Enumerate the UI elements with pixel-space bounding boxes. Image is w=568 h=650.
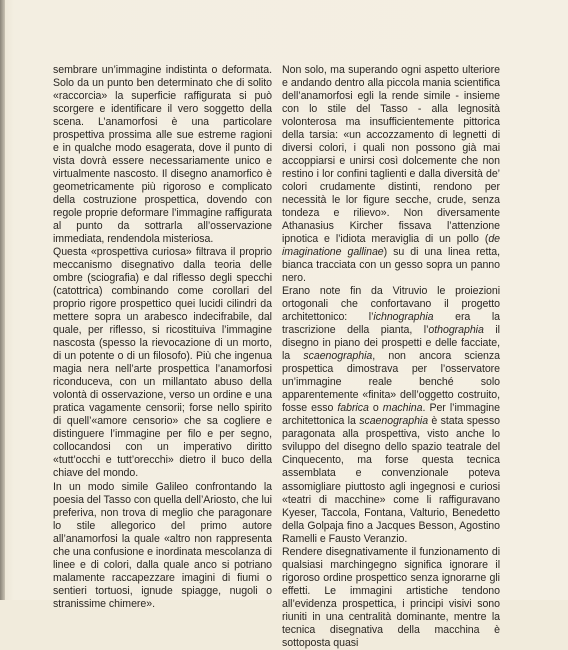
- right-text-column: [282, 64, 500, 650]
- italic-term: machina: [382, 402, 423, 415]
- paragraph-galileo-tasso: In un modo simile Galileo confrontando la poesia del Tasso con quella dell’Ariosto, che lui preferiva, non trova di meglio che paragonare lo stile allegorico del primo autore all’anamorfosi la quale «altro non rappresenta che una confusione e inordinata mescolanza di linee e di colori, dalla quale anco si potriano malamente raccapezzare imagini di fiumi o sentieri tortuosi, ignude spiagge, nugoli o stranissime chimere».: [53, 480, 272, 610]
- italic-term: fabrica: [337, 402, 369, 415]
- paragraph-prospettiva-curiosa: Questa «prospettiva curiosa» filtrava il proprio meccanismo disegnativo dalla teoria delle ombre (sciografia) e dal riflesso degli specchi (catottrica) combinando come corollari del proprio rigore prospettico quei lucidi cilindri da mettere sopra un arabesco indecifrabile, dal quale, per riflesso, si ricostituiva l’immagine nascosta (spesso la rievocazione di un morto, di un potente o di un filosofo). Più che ingenua magia nera nell’arte prospettica l’anamorfosi riconduceva, con un millantato abuso della volontà di osservazione, verso un ordine e una pratica vagamente censorii; forse nello spirito di quell’«amore censorio» che sa cogliere e distinguere l’immagine per filo e per segno, collocandosi con un imperativo diritto «tutt’occhi e tutt’orecchi» dietro il buco della chiave del mondo.: [53, 246, 272, 480]
- left-text-column: [53, 64, 272, 611]
- italic-term: de imaginatione gallinae: [282, 233, 500, 259]
- paragraph-vitruvio: Erano note fin da Vitruvio le proiezioni ortogonali che confortavano il progetto architettonico: l’ichnographia era la trascrizione della pianta, l’othographia il disegno in piano dei prospetti e delle facciate, la scaenographia, non ancora scienza prospettica dimostrava per l’osservatore un’immagine reale benché solo apparentemente «finita» dell’oggetto costruito, fosse esso fabrica o machina. Per l’immagine architettonica la scaenographia è stata spesso paragonata alla prospettiva, visto anche lo sviluppo del disegno dello spazio teatrale del Cinquecento, ma forse questa tecnica assemblata e convenzionale poteva assomigliare piuttosto agli ingegnosi e curiosi «teatri di macchine» come li raffiguravano Kyeser, Taccola, Fontana, Valturio, Benedetto della Golpaja fino a Jacques Besson, Agostino Ramelli e Fausto Veranzio.: [282, 285, 501, 545]
- italic-term: othographia: [428, 324, 484, 337]
- paragraph-marchingegno: Rendere disegnativamente il funzionamento di qualsiasi marchingegno significa ignorare il rigoroso ordine prospettico senza ignorarne gli effetti. Le immagini artistiche tendono all’evidenza prospettica, i principi visivi sono riuniti in una centralità dominante, mentre la tecnica disegnativa della macchina è sottoposta quasi: [282, 545, 500, 649]
- italic-term: scaenographia: [303, 350, 373, 363]
- italic-term: scaenographia: [359, 415, 429, 428]
- paragraph-tarsia-kircher: Non solo, ma superando ogni aspetto ulteriore e andando dentro alla piccola mania scientifica dell’anamorfosi egli la rende simile - insieme con lo stile del Tasso - alla legnosità volonterosa ma insufficientemente pittorica della tarsia: «un accozzamento di legnetti di diversi colori, i quali non possono già mai accoppiarsi e unirsi così dolcemente che non restino i lor confini taglienti e dalla diversità de’ colori crudamente distinti, rendono per necessità le lor figure secche, crude, senza tondeza e rilievo». Non diversamente Athanasius Kircher fissava l’attenzione ipnotica e l’idiota meraviglia di un pollo (de imaginatione gallinae) su di una linea retta, bianca tracciata con un gesso sopra un panno nero.: [282, 64, 500, 285]
- page-spine-shadow: [0, 0, 5, 600]
- paragraph-anamorfosi-intro: sembrare un’immagine indistinta o deformata. Solo da un punto ben determinato che di solito «raccorcia» la superficie raffigurata si può scorgere e identificare il vero soggetto della scena. L’anamorfosi è una particolare prospettiva prossima alle sue estreme ragioni e in qualche modo esagerata, dove il punto di vista dovrà essere necessariamente unico e virtualmente nascosto. Il disegno anamorfico è geometricamente più rigoroso e complicato della costruzione prospettica, dovendo con regole proprie deformare l’immagine raffigurata al punto da sottrarla all’osservazione immediata, rendendola misteriosa.: [53, 64, 272, 246]
- italic-term: ichnographia: [373, 311, 434, 324]
